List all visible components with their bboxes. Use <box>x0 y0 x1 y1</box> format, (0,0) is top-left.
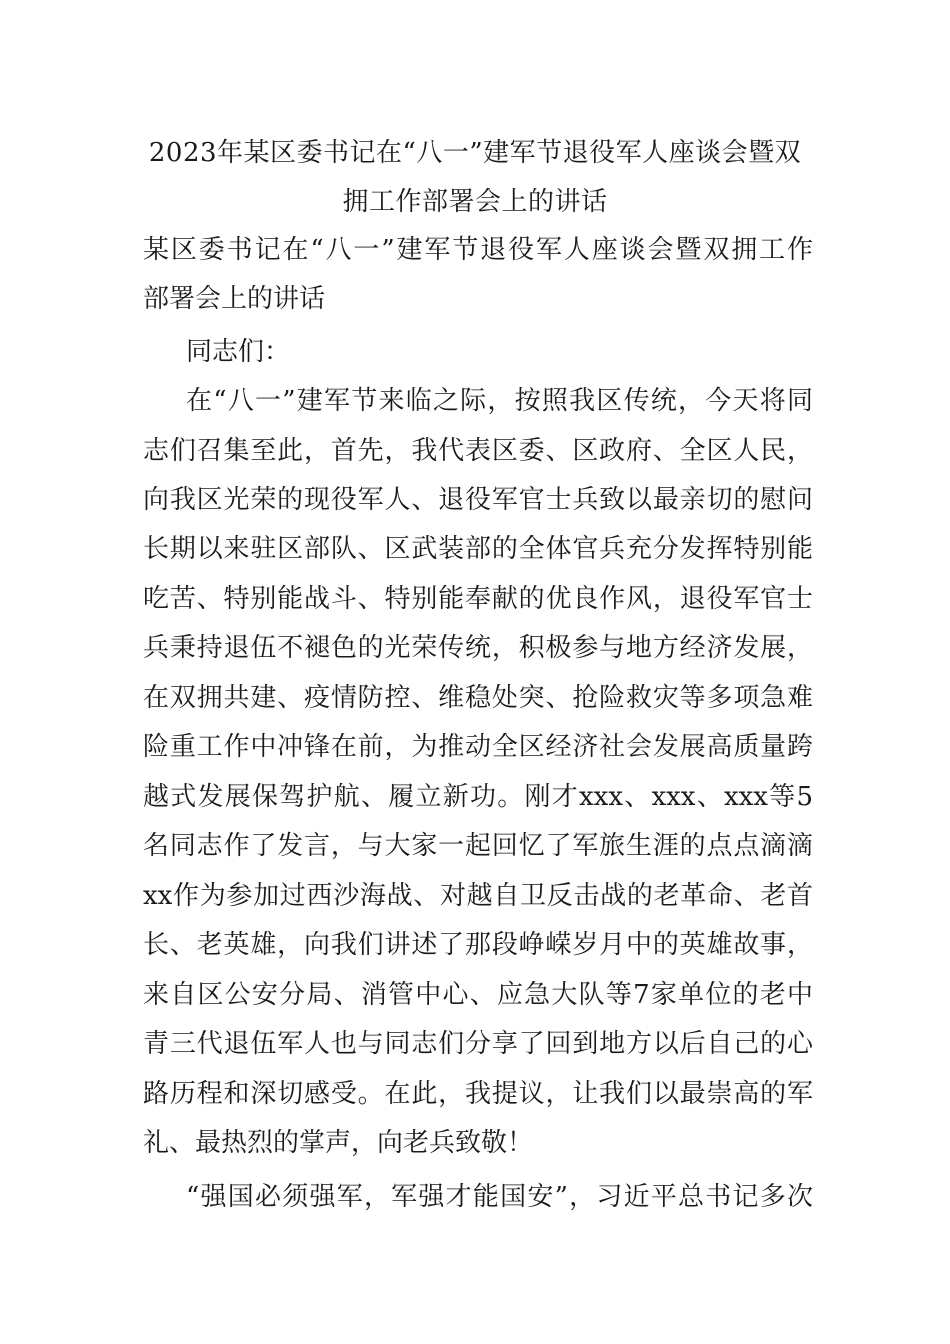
next-paragraph-line: “强国必须强军，军强才能国安”，习近平总书记多次 <box>186 1182 813 1212</box>
body-line: 志们召集至此，首先，我代表区委、区政府、全区人民， <box>143 436 813 466</box>
body-line: 在双拥共建、疫情防控、维稳处突、抢险救灾等多项急难 <box>143 683 813 713</box>
body-line: 名同志作了发言，与大家一起回忆了军旅生涯的点点滴滴 <box>143 831 813 861</box>
document-title-line-2: 拥工作部署会上的讲话 <box>342 187 608 217</box>
body-line: 吃苦、特别能战斗、特别能奉献的优良作风，退役军官士 <box>143 584 813 614</box>
salutation: 同志们： <box>186 337 291 367</box>
document-title-line-1: 2023年某区委书记在“八一”建军节退役军人座谈会暨双 <box>148 138 802 168</box>
body-line: 路历程和深切感受。在此，我提议，让我们以最崇高的军 <box>143 1079 813 1109</box>
body-line: 越式发展保驾护航、履立新功。刚才xxx、xxx、xxx等5 <box>143 782 813 812</box>
body-line: 兵秉持退伍不褪色的光荣传统，积极参与地方经济发展， <box>143 633 813 663</box>
subtitle-line-1: 某区委书记在“八一”建军节退役军人座谈会暨双拥工作 <box>143 235 813 265</box>
body-line: 长、老英雄，向我们讲述了那段峥嵘岁月中的英雄故事， <box>143 930 813 960</box>
body-line: 青三代退伍军人也与同志们分享了回到地方以后自己的心 <box>143 1029 813 1059</box>
body-line: 礼、最热烈的掌声，向老兵致敬！ <box>143 1128 534 1158</box>
body-line: 长期以来驻区部队、区武装部的全体官兵充分发挥特别能 <box>143 534 813 564</box>
body-line: 在“八一”建军节来临之际，按照我区传统，今天将同 <box>186 386 813 416</box>
subtitle-line-2: 部署会上的讲话 <box>143 284 326 314</box>
body-line: 向我区光荣的现役军人、退役军官士兵致以最亲切的慰问 <box>143 485 813 515</box>
body-line: 险重工作中冲锋在前，为推动全区经济社会发展高质量跨 <box>143 732 813 762</box>
body-line: 来自区公安分局、消管中心、应急大队等7家单位的老中 <box>143 980 813 1010</box>
body-line: xx作为参加过西沙海战、对越自卫反击战的老革命、老首 <box>143 881 813 911</box>
